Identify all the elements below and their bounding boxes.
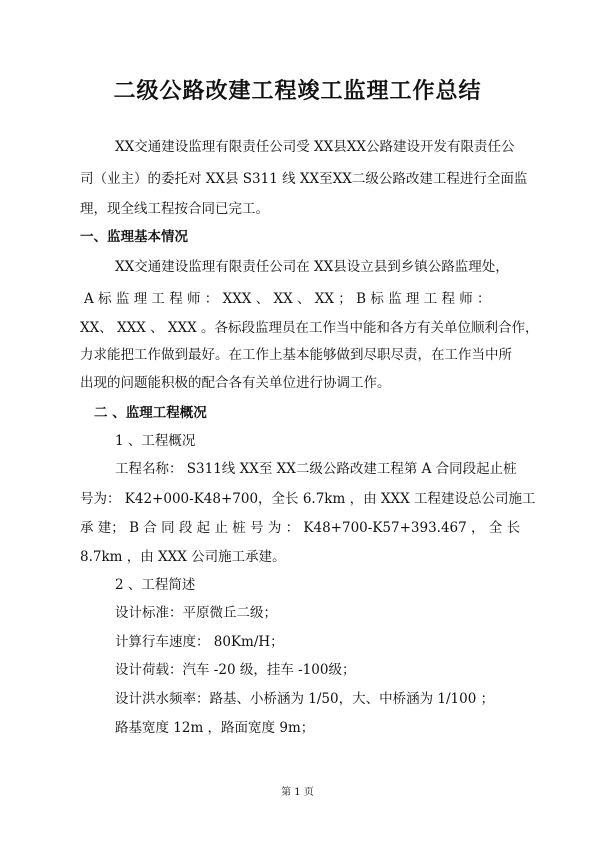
section1-line-4: 力求能把工作做到最好。在工作上基本能够做到尽职尽责，在工作当中所: [80, 347, 512, 363]
section1-line-2: A 标 监 理 工 程 师 ： XXX 、 XX 、 XX ； B 标 监 理 工 程 师 ：: [84, 291, 491, 307]
intro-line-3: 理，现全线工程按合同已完工。: [80, 201, 269, 217]
section2-sub2: 2 、工程简述: [115, 577, 196, 593]
spec-line-2: 计算行车速度： 80Km/H；: [115, 634, 284, 650]
spec-line-1: 设计标准：平原微丘二级；: [115, 605, 277, 621]
spec-line-3: 设计荷载：汽车 -20 级，挂车 -100级；: [115, 662, 356, 678]
spec-line-5: 路基宽度 12m ，路面宽度 9m；: [115, 720, 315, 736]
project-line-2: 号为： K42+000-K48+700，全长 6.7km ，由 XXX 工程建设总公司施工: [80, 491, 536, 507]
section1-line-3: XX、 XXX 、 XXX 。各标段监理员在工作当中能和各方有关单位顺利合作，: [80, 320, 539, 336]
project-line-1: 工程名称： S311线 XX至 XX二级公路改建工程第 A 合同段起止桩: [115, 461, 517, 477]
section2-sub1: 1 、工程概况: [115, 433, 196, 449]
project-line-3: 承 建； B 合 同 段 起 止 桩 号 为 ： K48+700-K57+393.467 ， 全 长: [80, 520, 521, 536]
page-number: 第 1 页: [281, 787, 314, 798]
section1-line-1: XX交通建设监理有限责任公司在 XX县设立县到乡镇公路监理处，: [115, 259, 509, 275]
section1-line-5: 出现的问题能积极的配合各有关单位进行协调工作。: [80, 375, 391, 391]
spec-line-4: 设计洪水频率：路基、小桥涵为 1/50，大、中桥涵为 1/100 ；: [115, 691, 495, 707]
section2-heading: 二 、监理工程概况: [94, 405, 207, 421]
document-title: 二级公路改建工程竣工监理工作总结: [113, 78, 482, 104]
intro-line-2: 司（业主）的委托对 XX县 S311 线 XX至XX二级公路改建工程进行全面监: [80, 171, 528, 187]
project-line-4: 8.7km ，由 XXX 公司施工承建。: [80, 549, 286, 565]
section1-heading: 一、监理基本情况: [80, 229, 188, 245]
intro-line-1: XX交通建设监理有限责任公司受 XX县XX公路建设开发有限责任公: [115, 139, 515, 155]
